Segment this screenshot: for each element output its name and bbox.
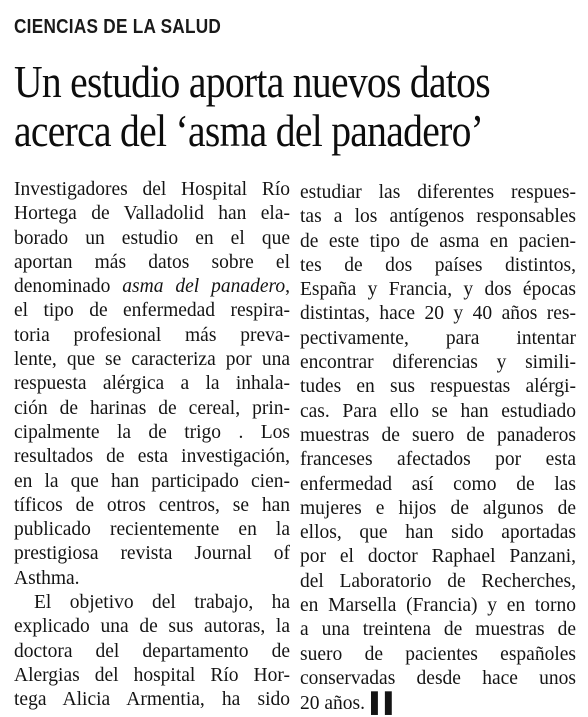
text-line: el tipo de enfermedad respira-: [14, 300, 290, 322]
text-line: lente, que se caracteriza por una: [14, 349, 290, 371]
text-line: encontrar diferencias y simili-: [300, 352, 576, 374]
text-line: ción de harinas de cereal, prin-: [14, 397, 290, 419]
text-line: de este tipo de asma en pacien-: [300, 230, 576, 252]
text-line: distintas, hace 20 y 40 años res-: [300, 303, 576, 325]
headline-line-1: Un estudio aporta nuevos datos: [14, 57, 490, 107]
text-line: tudes en sus respuestas alérgi-: [300, 376, 576, 398]
text-line: estudiar las diferentes respues-: [300, 182, 576, 203]
text-line: publicado recientemente en la: [14, 519, 290, 541]
text-line: mujeres e hijos de algunos de: [300, 497, 576, 519]
text-line: cas. Para ello se han estudiado: [300, 400, 576, 422]
text-line: respuesta alérgica a la inhala-: [14, 373, 290, 395]
text-line: en Marsella (Francia) y en torno: [300, 595, 576, 617]
text-line: pectivamente, para intentar: [300, 327, 576, 349]
text-line-italic-term: denominado asma del panadero,: [14, 276, 290, 298]
text-line: tas a los antígenos responsables: [300, 206, 576, 228]
text-line: muestras de suero de panaderos: [300, 424, 576, 446]
text-line: resultados de esta investigación,: [14, 446, 290, 468]
text-line: a una treintena de muestras de: [300, 619, 576, 641]
headline: [14, 58, 516, 156]
text-line: franceses afectados por esta: [300, 449, 576, 471]
text-line: en la que han participado cien-: [14, 470, 290, 492]
text-line: España y Francia, y dos épocas: [300, 279, 576, 301]
text-line: cipalmente la de trigo . Los: [14, 421, 290, 443]
article-column-1: [14, 178, 290, 713]
text-line: aportan más datos sobre el: [14, 251, 290, 273]
final-sentence: 20 años.: [300, 693, 365, 715]
text-line: ellos, que han sido aportadas: [300, 522, 576, 544]
text-line: prestigiosa revista Journal of: [14, 543, 290, 565]
text-line: Asthma.: [14, 567, 80, 589]
headline-line-2: acerca del ‘asma del panadero’: [14, 106, 484, 156]
text-line: enfermedad así como de las: [300, 473, 576, 495]
article-column-2: [300, 181, 576, 717]
text-line: por el doctor Raphael Panzani,: [300, 546, 576, 568]
text-line: doctora del departamento de: [14, 640, 290, 662]
text-line: explicado una de sus autoras, la: [14, 616, 290, 638]
text-line: conservadas desde hace unos: [300, 667, 576, 689]
text-line: Alergias del hospital Río Hor-: [14, 664, 290, 686]
section-label: CIENCIAS DE LA SALUD: [14, 16, 222, 38]
text-line: borado un estudio en el que: [14, 227, 290, 249]
text-line: Hortega de Valladolid han ela-: [14, 203, 290, 225]
text-line-final: [300, 691, 576, 716]
text-line: del Laboratorio de Recherches,: [300, 570, 576, 592]
text-line: toria profesional más preva-: [14, 324, 290, 346]
text-line: Investigadores del Hospital Río: [14, 179, 290, 200]
text-line: tega Alicia Armentia, ha sido: [14, 689, 290, 711]
italic-term: asma del panadero: [122, 276, 286, 298]
text-line: tíficos de otros centros, se han: [14, 494, 290, 516]
text-line: tes de dos países distintos,: [300, 254, 576, 276]
text-line: suero de pacientes españoles: [300, 643, 576, 665]
text-line: El objetivo del trabajo, ha: [34, 592, 290, 614]
end-of-article-mark: ▌▌: [371, 692, 399, 715]
